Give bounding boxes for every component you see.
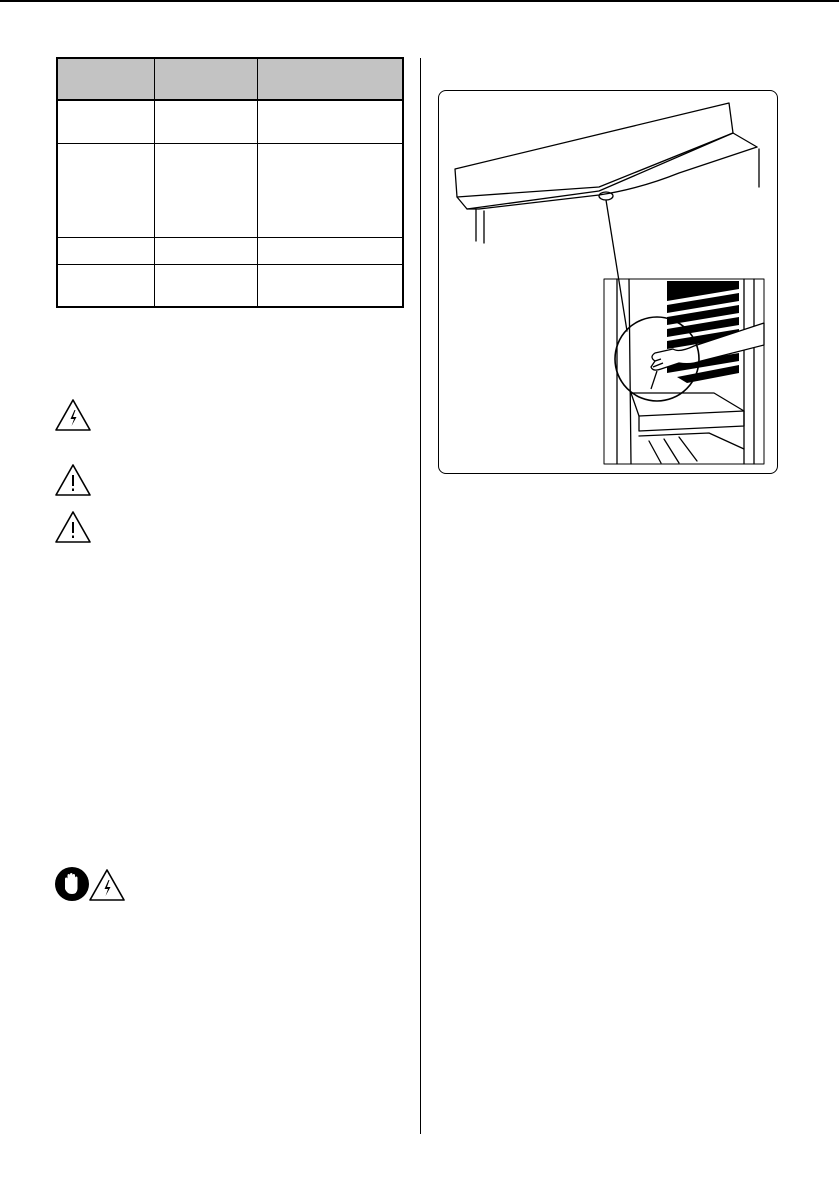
table-header-cell (257, 59, 402, 99)
table-cell (58, 101, 155, 143)
table-cell (257, 265, 402, 306)
table-row (58, 238, 402, 264)
table-cell (58, 265, 155, 306)
table-cell (257, 144, 402, 237)
table-cell (58, 144, 155, 237)
table-row (58, 144, 402, 237)
lamp-cover-removal-illustration (439, 91, 776, 472)
table-cell (154, 144, 258, 237)
table-cell (58, 238, 155, 264)
table-header-row (58, 59, 402, 101)
table-cell (257, 101, 402, 143)
table-cell (154, 265, 258, 306)
general-warning-icon (54, 463, 92, 497)
table-cell (257, 238, 402, 264)
table-row (58, 265, 402, 306)
table-cell (154, 101, 258, 143)
table-cell (154, 238, 258, 264)
column-divider (420, 58, 421, 1134)
page-top-rule (0, 0, 839, 2)
table-header-cell (58, 59, 155, 99)
table-header-cell (154, 59, 258, 99)
table-row (58, 101, 402, 143)
spec-table (56, 57, 404, 308)
lamp-cover-figure (438, 90, 778, 474)
general-warning-icon (54, 510, 92, 544)
electric-shock-warning-icon (54, 398, 92, 432)
electric-shock-warning-icon (88, 868, 126, 902)
stop-hand-icon (54, 866, 90, 902)
